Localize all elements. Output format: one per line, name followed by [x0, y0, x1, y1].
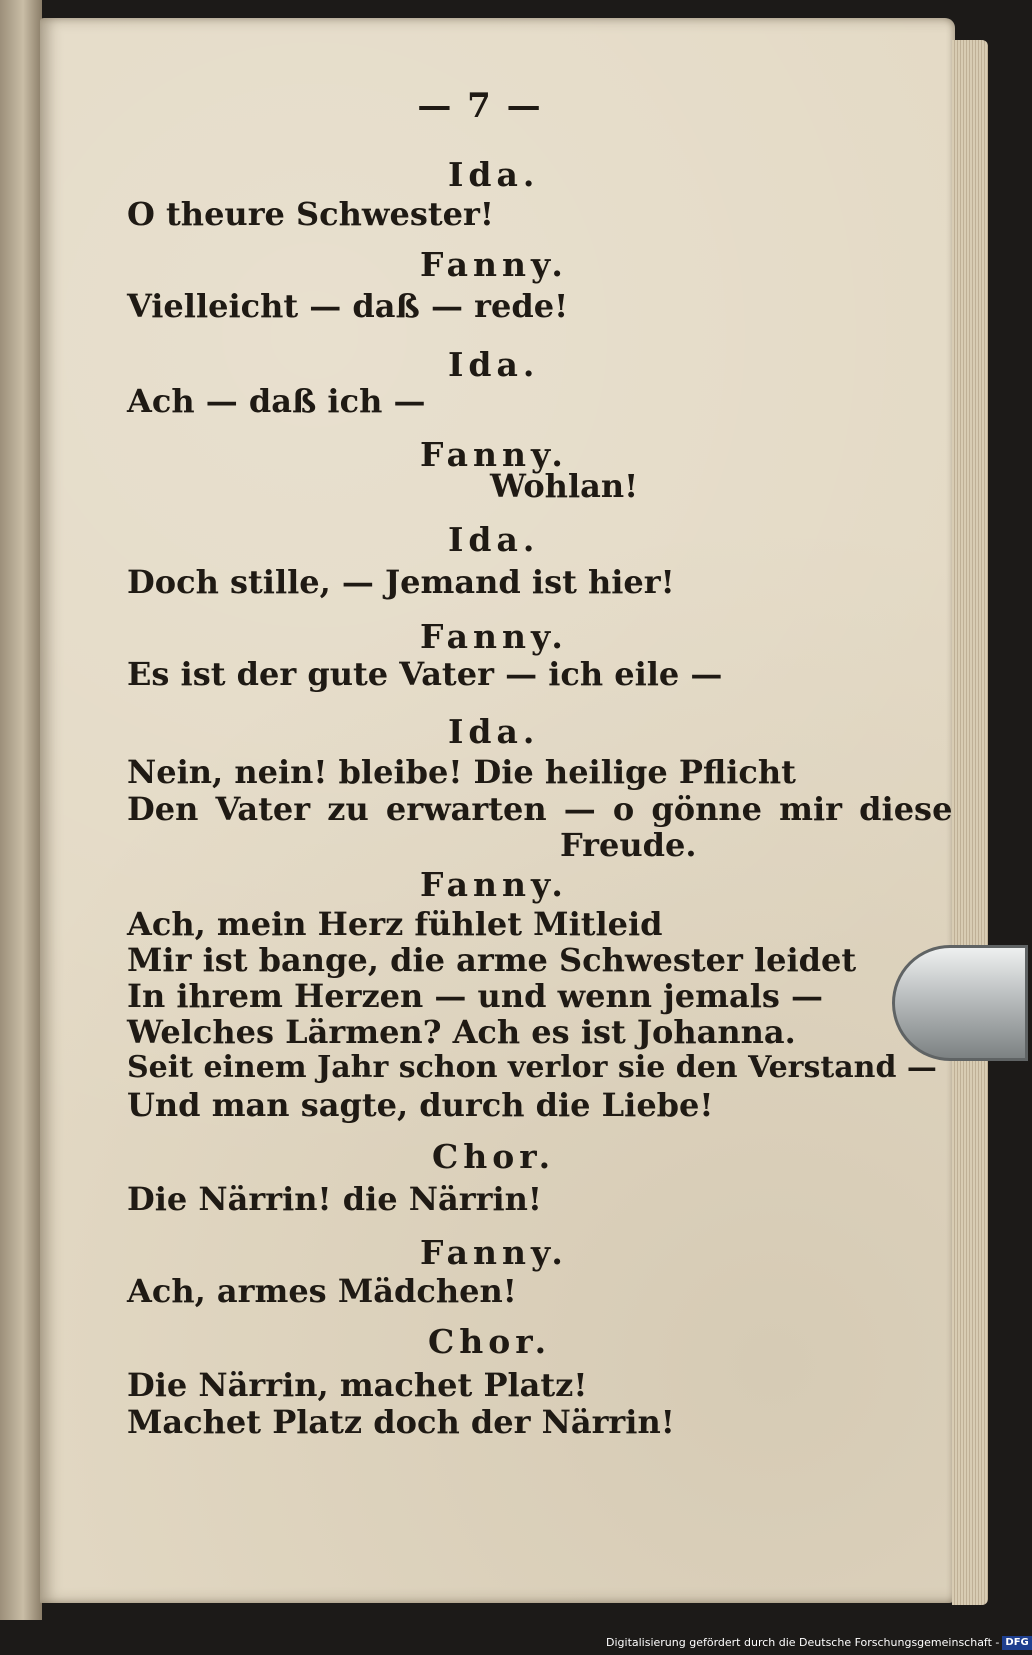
speaker-label: Ida. [448, 712, 540, 751]
speaker-label: Fanny. [420, 617, 568, 656]
speaker-label: Ida. [448, 520, 540, 559]
dialogue-line: Ach, mein Herz fühlet Mitleid [127, 905, 663, 943]
speaker-label: Fanny. [420, 865, 568, 904]
dialogue-line: Die Närrin! die Närrin! [127, 1180, 542, 1218]
dialogue-line: In ihrem Herzen — und wenn jemals — [127, 977, 824, 1015]
credit-text: Digitalisierung gefördert durch die Deutsche Forschungsgemeinschaft - [606, 1636, 1000, 1649]
dialogue-line: Die Närrin, machet Platz! [127, 1366, 588, 1404]
speaker-label: Chor. [432, 1137, 556, 1176]
dialogue-line: Ach, armes Mädchen! [127, 1272, 517, 1310]
dialogue-line: Welches Lärmen? Ach es ist Johanna. [127, 1013, 796, 1051]
speaker-label: Chor. [428, 1322, 552, 1361]
dialogue-line: Seit einem Jahr schon verlor sie den Verstand — [127, 1050, 937, 1085]
dialogue-line: Freude. [560, 826, 697, 864]
speaker-label: Fanny. [420, 245, 568, 284]
dialogue-line: Vielleicht — daß — rede! [127, 287, 569, 325]
speaker-label: Fanny. [420, 1233, 568, 1272]
page-number: — 7 — [417, 86, 543, 126]
dialogue-line: Den Vater zu erwarten — o gönne mir diese [127, 790, 953, 828]
speaker-label: Ida. [448, 155, 540, 194]
dialogue-line: Ach — daß ich — [127, 382, 426, 420]
dialogue-line: Es ist der gute Vater — ich eile — [127, 655, 723, 693]
dfg-logo: DFG [1002, 1636, 1031, 1650]
digitization-credit [606, 1633, 1029, 1653]
dialogue-line: Doch stille, — Jemand ist hier! [127, 563, 675, 601]
dialogue-line: O theure Schwester! [127, 195, 494, 233]
dialogue-line: Nein, nein! bleibe! Die heilige Pflicht [127, 753, 796, 791]
dialogue-line: Und man sagte, durch die Liebe! [127, 1086, 714, 1124]
dialogue-line: Mir ist bange, die arme Schwester leidet [127, 941, 857, 979]
speaker-label: Fanny. [420, 435, 568, 474]
dialogue-line: Machet Platz doch der Närrin! [127, 1403, 675, 1441]
dialogue-line: Wohlan! [490, 467, 639, 505]
speaker-label: Ida. [448, 345, 540, 384]
